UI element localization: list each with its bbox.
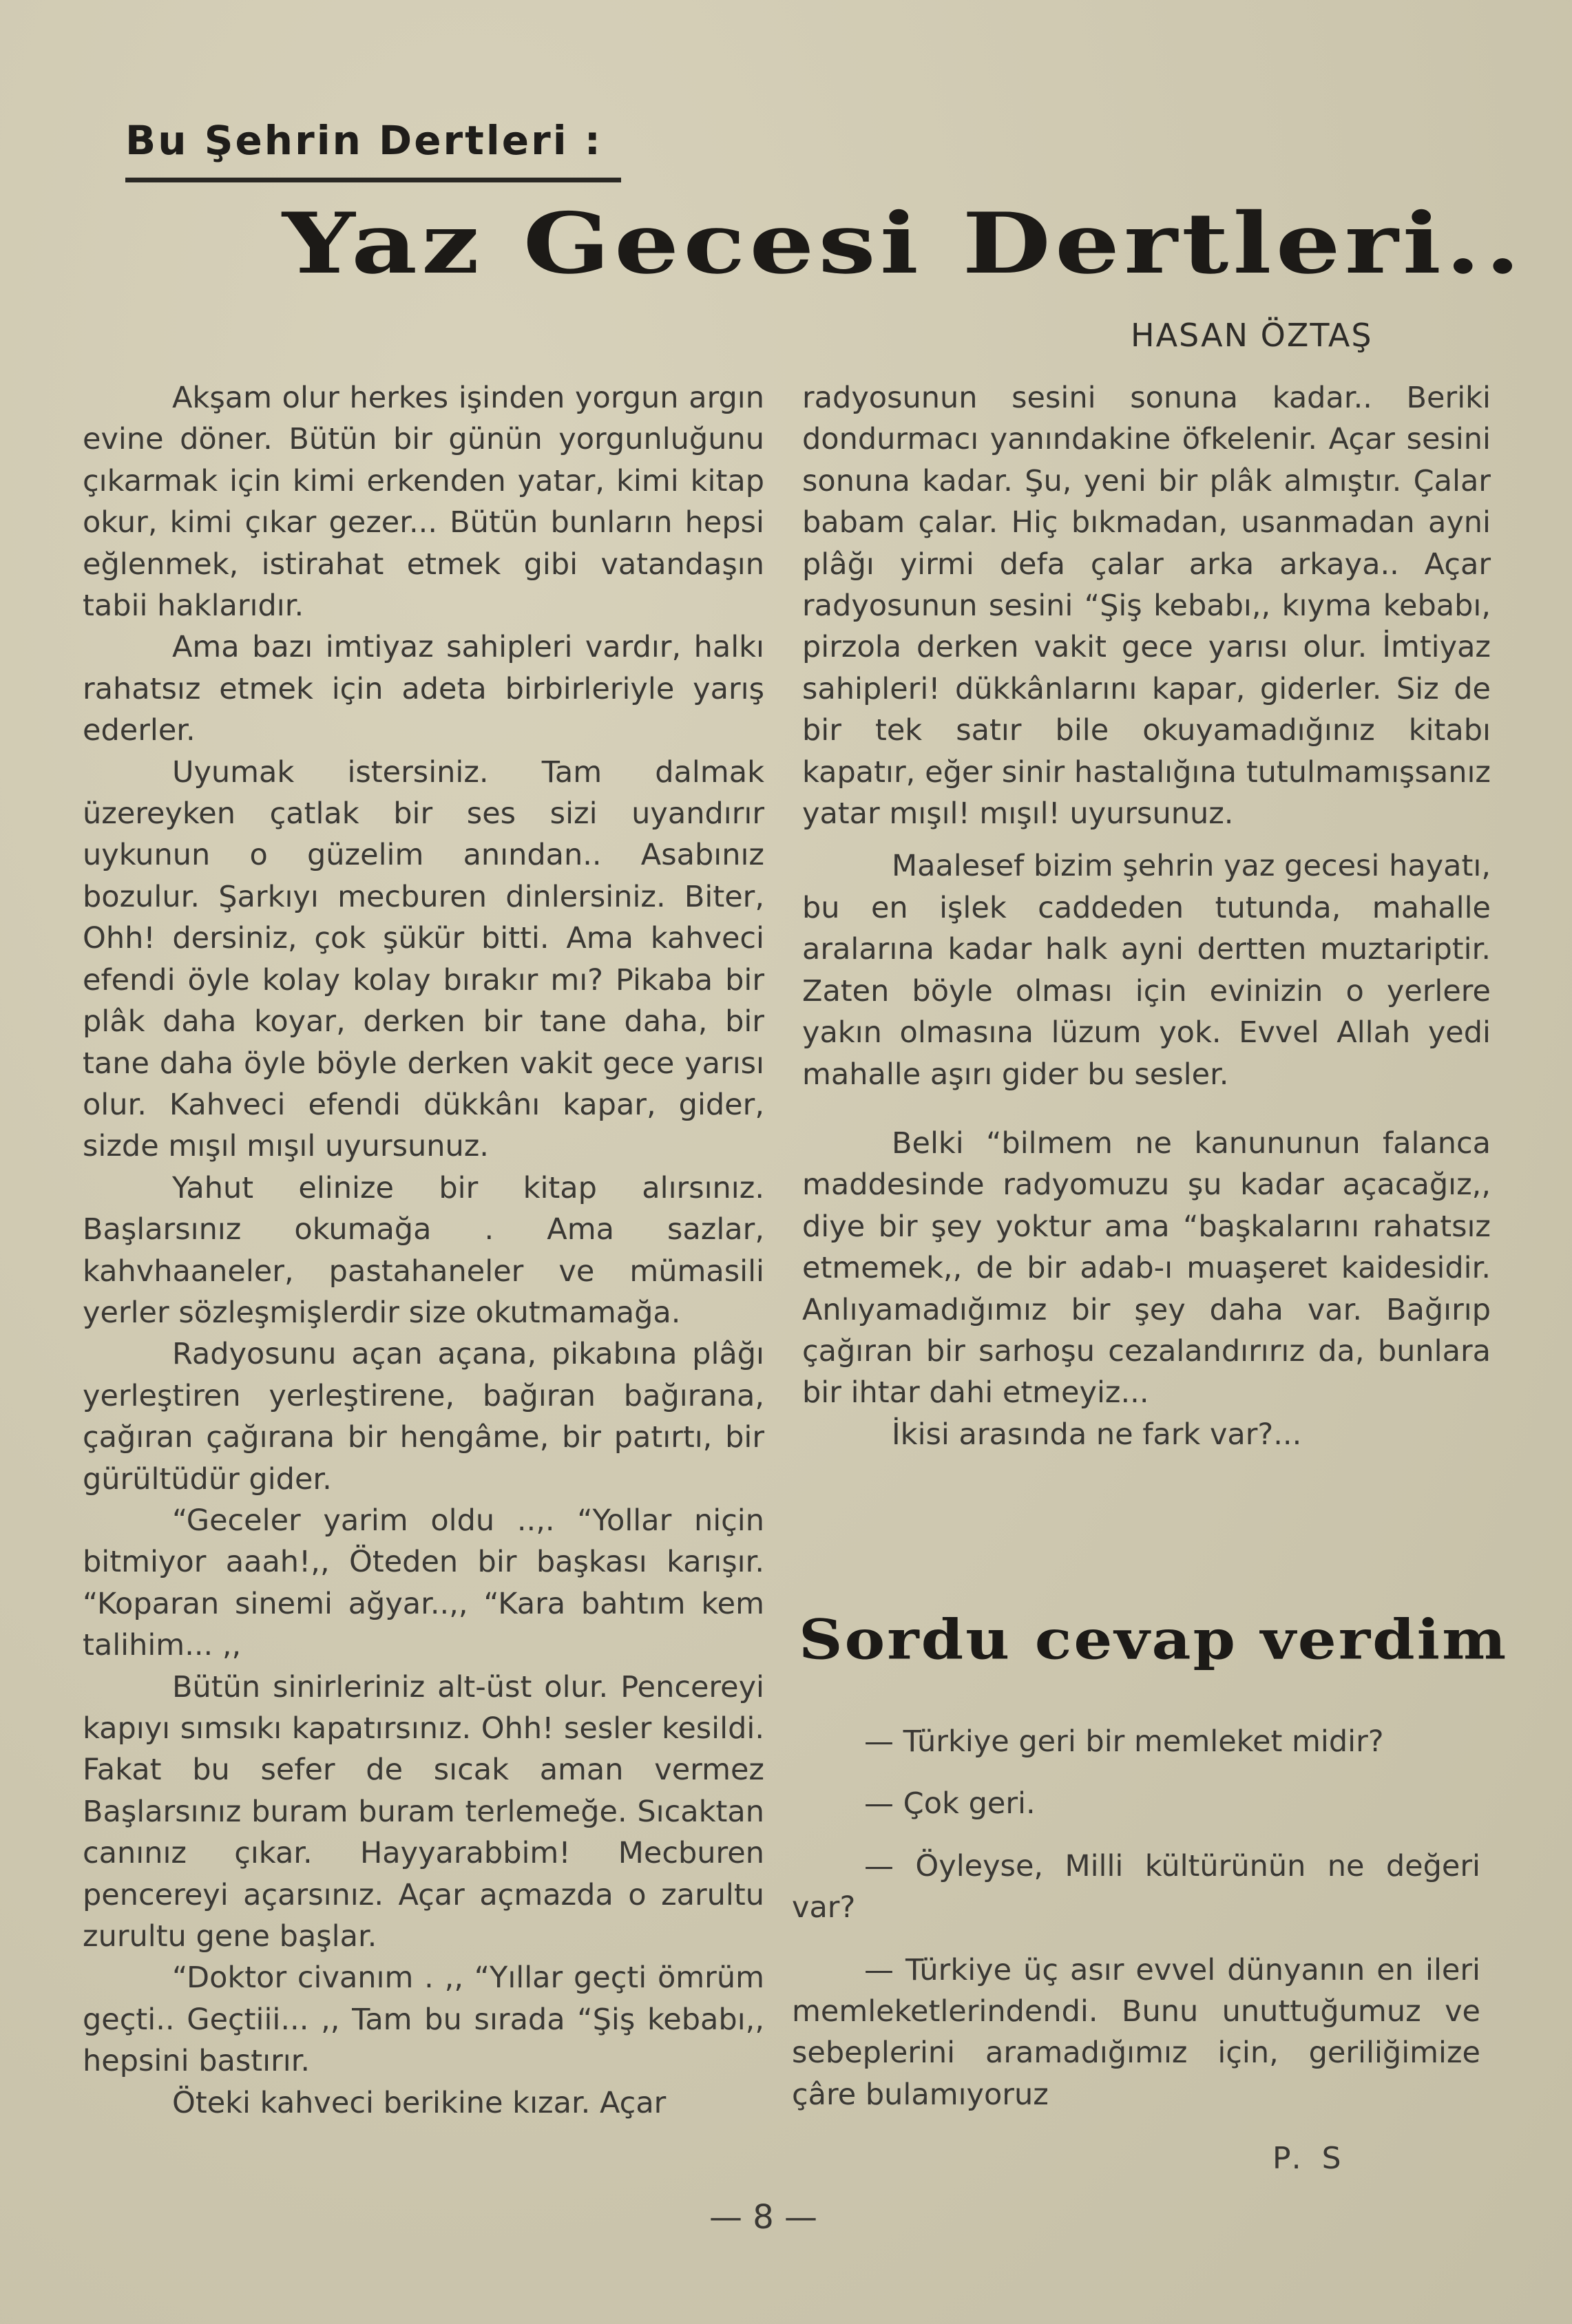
section-title: Sordu cevap verdim [799,1607,1509,1672]
left-column [83,377,764,2124]
paragraph: Akşam olur herkes işinden yorgun argın evine döner. Bütün bir günün yorgunluğunu çıkarmak için kimi erkenden yatar, kimi kitap okur, kimi çıkar gezer... Bütün bunların hepsi eğlenmek, istirahat etmek gibi vatandaşın tabii haklarıdır. [83,381,764,624]
paragraph: Belki “bilmem ne kanununun falanca maddesinde radyomuzu şu kadar açacağız,, diye bir şey yoktur ama “başkalarını rahatsız etmemek,, de bir adab-ı muaşeret kaidesidir. Anlıyamadığımız bir şey daha var. Bağırıp çağıran bir sarhoşu cezalandırırız da, bunlara bir ihtar dahi etmeyiz... [802,1126,1491,1411]
qa-line: — Öyleyse, Milli kültürünün ne değeri var? [792,1848,1480,1925]
paragraph: “Doktor civanım . ,, “Yıllar geçti ömrüm geçti.. Geçtiii... ,, Tam bu sırada “Şiş kebabı,, hepsini bastırır. [83,1961,764,2079]
right-column [802,377,1491,1455]
signature: P. S [1272,2141,1347,2176]
kicker-underline [125,178,621,182]
kicker-heading: Bu Şehrin Dertleri : [125,117,602,164]
author-byline: HASAN ÖZTAŞ [1131,317,1373,354]
paragraph: Yahut elinize bir kitap alırsınız. Başlarsınız okumağa . Ama sazlar, kahvhaaneler, pastahaneler ve mümasili yerler sözleşmişlerdir size okutmamağa. [83,1170,764,1330]
qa-line: — Türkiye üç asır evvel dünyanın en ileri memleketlerindendi. Bunu unuttuğumuz ve sebeplerini aramadığımız için, geriliğimize çâre bulamıyoruz [792,1952,1480,2112]
paragraph: Ama bazı imtiyaz sahipleri vardır, halkı rahatsız etmek için adeta birbirleriyle yarış ederler. [83,630,764,748]
paragraph: Maalesef bizim şehrin yaz gecesi hayatı, bu en işlek caddeden tutunda, mahalle aralarına kadar halk ayni dertten muztariptir. Zaten böyle olması için evinizin o yerlere yakın olmasına lüzum yok. Evvel Allah yedi mahalle aşırı gider bu sesler. [802,849,1491,1092]
paragraph: radyosunun sesini sonuna kadar.. Beriki dondurmacı yanındakine öfkelenir. Açar sesini sonuna kadar. Şu, yeni bir plâk almıştır. Çalar babam çalar. Hiç bıkmadan, usanmadan ayni plâğı yirmi defa çalar arka arkaya.. Açar radyosunun sesini “Şiş kebabı,, kıyma kebabı, pirzola derken vakit gece yarısı olur. İmtiyaz sahipleri! dükkânlarını kapar, giderler. Siz de bir tek satır bile okuyamadığınız kitabı kapatır, eğer sinir hastalığına tutulmamışsanız yatar mışıl! mışıl! uyursunuz. [802,381,1491,832]
paragraph: “Geceler yarim oldu ..,. “Yollar niçin bitmiyor aaah!,, Öteden bir başkası karışır. “Koparan sinemi ağyar..,, “Kara bahtım kem talihim... ,, [83,1503,764,1663]
paragraph: Bütün sinirleriniz alt-üst olur. Pencereyi kapıyı sımsıkı kapatırsınız. Ohh! sesler kesildi. Fakat bu sefer de sıcak aman vermez Başlarsınız buram buram terlemeğe. Sıcaktan canınız çıkar. Hayyarabbim! Mecburen pencereyi açarsınız. Açar açmazda o zarultu zurultu gene başlar. [83,1669,764,1954]
paragraph: İkisi arasında ne fark var?... [892,1417,1302,1452]
page-number: — 8 — [709,2198,818,2237]
paragraph: Öteki kahveci berikine kızar. Açar [172,2085,667,2120]
qa-block [792,1721,1480,2115]
qa-line: — Çok geri. [864,1786,1036,1821]
paragraph: Uyumak istersiniz. Tam dalmak üzereyken çatlak bir ses sizi uyandırır uykunun o güzelim anından.. Asabınız bozulur. Şarkıyı mecburen dinlersiniz. Biter, Ohh! dersiniz, çok şükür bitti. Ama kahveci efendi öyle kolay kolay bırakır mı? Pikaba bir plâk daha koyar, derken bir tane daha, bir tane daha öyle böyle derken vakit gece yarısı olur. Kahveci efendi dükkânı kapar, gider, sizde mışıl mışıl uyursunuz. [83,754,764,1164]
article-title: Yaz Gecesi Dertleri.. [282,194,1525,293]
paragraph: Radyosunu açan açana, pikabına plâğı yerleştiren yerleştirene, bağıran bağırana, çağıran çağırana bir hengâme, bir patırtı, bir gürültüdür gider. [83,1337,764,1497]
qa-line: — Türkiye geri bir memleket midir? [864,1724,1384,1759]
